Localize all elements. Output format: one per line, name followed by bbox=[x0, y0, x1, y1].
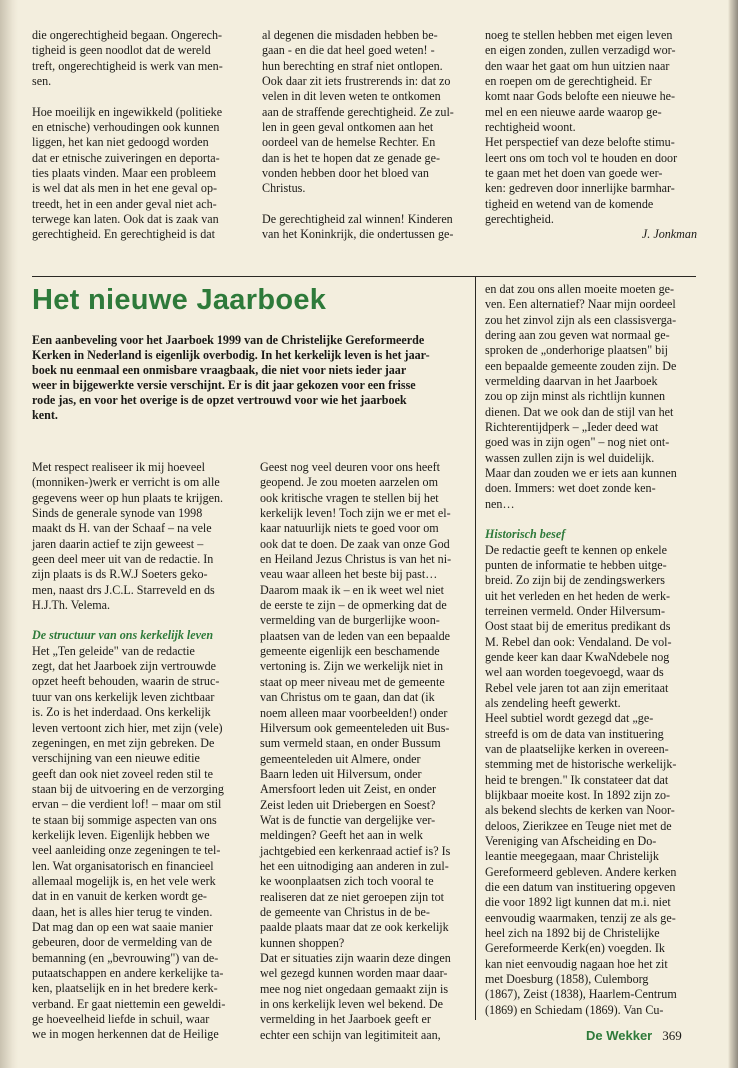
text-line: van Christus om te gaan, dan dat (ik bbox=[260, 690, 435, 705]
text-line: een bepaalde gemeente zouden zijn. De bbox=[485, 358, 677, 373]
text-line: heid te brengen." Ik constateer dat dat bbox=[485, 772, 669, 787]
text-line: den waar het gaat om hun uitzien naar bbox=[485, 58, 670, 73]
text-line: als bekend slechts de kerken van Noor- bbox=[485, 803, 675, 818]
text-line: heel zich na 1892 bij de Christelijke bbox=[485, 926, 660, 941]
text-line: als zendeling heeft gewerkt. bbox=[485, 695, 621, 710]
text-line: zou het zinvol zijn als een classisverga- bbox=[485, 312, 677, 327]
text-line: maakt ds H. van der Schaaf – na vele bbox=[32, 521, 212, 536]
text-line: zou op zijn minst als richtlijn kunnen bbox=[485, 389, 666, 404]
text-line: Het perspectief van deze belofte stimu- bbox=[485, 135, 675, 150]
text-line: de gemeente van Christus in de be- bbox=[260, 904, 430, 919]
text-line: gende keer kan daar KwaNdebele nog bbox=[485, 649, 670, 664]
text-line: ven. Een alternatief? Naar mijn oordeel bbox=[485, 297, 676, 312]
article-column-1-body bbox=[32, 644, 250, 1043]
text-line: kan niet eenvoudig nagaan hoe het zit bbox=[485, 956, 668, 971]
text-line: die voor 1892 ligt kunnen dat m.i. niet bbox=[485, 895, 671, 910]
text-line: Met respect realiseer ik mij hoeveel bbox=[32, 460, 205, 474]
text-line: mel en een nieuwe aarde waarop ge- bbox=[485, 104, 662, 119]
text-line: veau waar alleen het beste bij past… bbox=[260, 567, 438, 582]
text-line: ge hoeveelheid liefde in schuil, waar bbox=[32, 1012, 210, 1027]
text-line: Daarom maak ik – en ik weet wel niet bbox=[260, 582, 445, 597]
text-line: uit het verleden en het heden de werk- bbox=[485, 588, 671, 603]
text-line bbox=[262, 197, 476, 212]
text-line: kerkelijk leven. Eigenlijk hebben we bbox=[32, 827, 210, 842]
text-line: gerechtigheid. En gerechtigheid is dat bbox=[32, 227, 216, 242]
page-footer bbox=[586, 1027, 682, 1045]
text-line: staat op meer niveau met de gemeente bbox=[260, 674, 445, 689]
page-spine-shadow bbox=[0, 0, 18, 1068]
text-line: tigheid en wetend van de komende bbox=[485, 196, 654, 211]
text-line: goed was in zijn ogen" – nog niet ont- bbox=[485, 435, 670, 450]
text-line: stemming met de historische werkelijk- bbox=[485, 757, 677, 772]
text-line: veel aanleiding onze zegeningen te tel- bbox=[32, 843, 221, 858]
text-line: zijn plaats is ds R.W.J Soeters geko- bbox=[32, 567, 208, 582]
text-line: Wat is de functie van dergelijke ver- bbox=[260, 812, 436, 827]
text-line: jachtgebied een kerkenraad actief is? Is bbox=[260, 843, 451, 858]
text-line: Dat mag dan op een wat saaie manier bbox=[32, 919, 213, 934]
text-line: terreinen vermeld. Onder Hilversum- bbox=[485, 603, 665, 618]
text-line: te gaan met het doen van goede wer- bbox=[485, 166, 663, 181]
text-line: Richterentijdperk – „Ieder deed wat bbox=[485, 420, 659, 435]
text-line: aan de straffende gerechtigheid. Ze zul- bbox=[262, 104, 454, 119]
article-column-1-intro bbox=[32, 460, 250, 613]
text-line: geopend. Je zou moeten aarzelen om bbox=[260, 475, 438, 490]
text-line: wel gezegd kunnen worden maar daar- bbox=[260, 966, 448, 981]
text-line: geeft dan ook niet zoveel reden stil te bbox=[32, 766, 213, 781]
text-line: staan bij de uitvoering en de verzorging bbox=[32, 781, 224, 796]
text-line: Gereformeerd gebleven. Andere kerken bbox=[485, 864, 677, 879]
text-line: De gerechtigheid zal winnen! Kinderen bbox=[262, 212, 453, 227]
text-line: rode jas, en voor het overige is de opzet vertrouwd voor wie het jaarboek bbox=[32, 393, 407, 408]
text-line: mee nog niet ongedaan gemaakt zijn is bbox=[260, 981, 449, 996]
text-line: Dat er situaties zijn waarin deze dingen bbox=[260, 951, 451, 965]
text-line: verschijning van een nieuwe editie bbox=[32, 751, 200, 766]
text-line: terwege kan laten. Ook dat is zaak van bbox=[32, 212, 219, 227]
text-line: te staan bij sommige aspecten van ons bbox=[32, 812, 217, 827]
text-line: en dat zou ons allen moeite moeten ge- bbox=[485, 282, 675, 296]
text-line: wassen zullen zijn is wel duidelijk. bbox=[485, 450, 655, 465]
page-edge-shadow bbox=[728, 0, 738, 1068]
text-line: bemanning (en „bevrouwing") van de- bbox=[32, 950, 219, 965]
text-line: streefd is om de data van instituering bbox=[485, 726, 664, 741]
text-line: leven vertoont zich hier, met zijn (vele) bbox=[32, 720, 223, 735]
text-line: (1867), Zeist (1838), Haarlem-Centrum bbox=[485, 987, 677, 1002]
text-line: noeg te stellen hebben met eigen leven bbox=[485, 28, 673, 42]
text-line: vertoning is. Zijn we werkelijk niet in bbox=[260, 659, 444, 674]
text-line: die ongerechtigheid begaan. Ongerech- bbox=[32, 28, 223, 42]
previous-article-column-2 bbox=[262, 28, 476, 243]
text-line: Maar dan zouden we er iets aan kunnen bbox=[485, 466, 677, 481]
text-line: jaren daarin actief te zijn geweest – bbox=[32, 536, 204, 551]
text-line: kunnen shoppen? bbox=[260, 935, 345, 950]
text-line: realiseren dat ze niet geroepen zijn tot bbox=[260, 889, 445, 904]
text-line: meldingen? Geeft het aan in welk bbox=[260, 828, 423, 843]
text-line: dering aan zou geven wat normaal ge- bbox=[485, 328, 670, 343]
text-line: putaatschappen en andere kerkelijke ta- bbox=[32, 966, 224, 980]
text-line: in ons kerkelijk leven wel bekend. De bbox=[260, 997, 444, 1012]
text-line: het een uitnodiging aan anderen in zul- bbox=[260, 858, 449, 873]
publication-name: De Wekker bbox=[586, 1028, 653, 1043]
text-line: hun berechting en straf niet ontlopen. bbox=[262, 58, 443, 73]
text-line: Baarn leden uit Hilversum, onder bbox=[260, 766, 422, 781]
article-column-3-intro bbox=[485, 282, 697, 512]
text-line: daan, het is alles hier terug te vinden. bbox=[32, 904, 213, 919]
text-line: noem alleen maar voorbeelden!) onder bbox=[260, 705, 448, 720]
text-line: eenvoudig waarmaken, tenzij ze als ge- bbox=[485, 910, 676, 925]
article-column-2 bbox=[260, 460, 474, 1043]
text-line: tigheid is geen noodlot dat de wereld bbox=[32, 43, 211, 58]
text-line: Zeist leden uit Driebergen en Soest? bbox=[260, 797, 436, 812]
subheading-structuur: De structuur van ons kerkelijk leven bbox=[32, 628, 214, 643]
text-line: verband. Er gaat niettemin een geweldi- bbox=[32, 996, 226, 1011]
text-line: Sinds de generale synode van 1998 bbox=[32, 506, 203, 521]
text-line: De redactie geeft te kennen op enkele bbox=[485, 542, 667, 557]
text-line: gegevens weer op hun plaats te krijgen. bbox=[32, 490, 224, 505]
text-line: is. Zo is het inderdaad. Ons kerkelijk bbox=[32, 705, 211, 720]
text-line: en eigen zonden, zullen verzadigd wor- bbox=[485, 43, 676, 58]
text-line: dienen. Dat we ook dan de stijl van het bbox=[485, 404, 674, 419]
previous-article-column-1 bbox=[32, 28, 250, 243]
text-line: nen… bbox=[485, 496, 515, 511]
text-line: komt naar Gods belofte een nieuwe he- bbox=[485, 89, 676, 104]
text-line: oordeel van de hemelse Rechter. En bbox=[262, 135, 436, 150]
text-line: ke woonplaatsen zich toch vooral te bbox=[260, 874, 434, 889]
article-title: Het nieuwe Jaarboek bbox=[32, 284, 327, 316]
article-divider-rule bbox=[32, 276, 696, 277]
text-line: van de plaatselijke kerken in overeen- bbox=[485, 741, 669, 756]
text-line: doen. Immers: wet doet zonde ken- bbox=[485, 481, 656, 496]
text-line: Een aanbeveling voor het Jaarboek 1999 van de Christelijke Gereformeerde bbox=[32, 333, 425, 347]
text-line: vermelding in het Jaarboek geeft er bbox=[260, 1012, 431, 1027]
text-line: Oost staat bij de emeritus predikant ds bbox=[485, 619, 671, 634]
text-line: Christus. bbox=[262, 181, 306, 196]
subheading-historisch-besef: Historisch besef bbox=[485, 527, 566, 542]
text-line: Heel subtiel wordt gezegd dat „ge- bbox=[485, 711, 654, 726]
text-line: kaar natuurlijk niets te goed voor om bbox=[260, 521, 439, 536]
author-signature: J. Jonkman bbox=[641, 227, 697, 242]
text-line: Het „Ten geleide" van de redactie bbox=[32, 643, 195, 658]
text-line: len. Wat organisatorisch en financieel bbox=[32, 858, 214, 873]
text-line: vermelding van de burgerlijke woon- bbox=[260, 613, 440, 628]
text-line: punten de informatie te hebben uitge- bbox=[485, 557, 667, 572]
text-line: ook dat te doen. De zaak van onze God bbox=[260, 536, 450, 551]
text-line: Gereformeerde Kerk(en) voegden. Ik bbox=[485, 941, 665, 956]
text-line: gemeente eigenlijk een beschamende bbox=[260, 644, 440, 659]
text-line: weer in bijgewerkte versie verschijnt. Er is dit jaar gekozen voor een frisse bbox=[32, 378, 416, 393]
text-line: vermelding daarvan in het Jaarboek bbox=[485, 374, 658, 389]
text-line: len in geen geval ontkomen aan het bbox=[262, 120, 434, 135]
text-line: geen deel meer uit van de redactie. In bbox=[32, 552, 214, 567]
text-line: blijkbaar moeite kost. In 1892 zijn zo- bbox=[485, 788, 671, 802]
text-line: sum vermeld staan, en onder Bussum bbox=[260, 736, 441, 751]
text-line: liggen, het kan niet gedoogd worden bbox=[32, 135, 209, 150]
text-line: gerechtigheid. bbox=[485, 212, 554, 227]
text-line: paalde plaats maar dat ze ook kerkelijk bbox=[260, 920, 449, 935]
text-line: ken: gedreven door innerlijke barmhar- bbox=[485, 181, 675, 196]
text-line: sen. bbox=[32, 74, 52, 89]
text-line: we in mogen herkennen dat de Heilige bbox=[32, 1027, 219, 1042]
text-line: Geest nog veel deuren voor ons heeft bbox=[260, 460, 441, 474]
text-line: (1869) en Schiedam (1869). Van Cu- bbox=[485, 1002, 664, 1017]
text-line: en etnische) verhoudingen ook kunnen bbox=[32, 120, 220, 135]
text-line: vonden hebben door het bloed van bbox=[262, 166, 429, 181]
text-line: velen in dit leven weten te ontkomen bbox=[262, 89, 441, 104]
text-line: ken, plaatselijk en in het bredere kerk- bbox=[32, 981, 218, 996]
text-line: ook kritische vragen te stellen bij het bbox=[260, 490, 439, 505]
text-line: men, naast drs J.C.L. Starreveld en ds bbox=[32, 582, 215, 597]
text-line: deloos, Zierikzee en Teuge niet met de bbox=[485, 818, 672, 833]
text-line: kent. bbox=[32, 408, 58, 423]
previous-article-column-3-text bbox=[485, 28, 697, 227]
text-line: de eerste te zijn – de opmerking dat de bbox=[260, 598, 447, 613]
text-line: Kerken in Nederland is eigenlijk overbodig. In het kerkelijk leven is het jaar- bbox=[32, 348, 430, 363]
text-line: met Doesburg (1858), Culemborg bbox=[485, 972, 649, 987]
text-line: leantie meegegaan, maar Christelijk bbox=[485, 849, 659, 864]
text-line: wel aan worden toegevoegd, waar ds bbox=[485, 665, 664, 680]
text-line: kerkelijk leven! Toch zijn we er met el- bbox=[260, 506, 451, 521]
text-line: echter een schijn van legitimiteit aan, bbox=[260, 1027, 441, 1042]
text-line: ervan – die verdient lof! – maar om stil bbox=[32, 797, 222, 812]
column-divider-rule bbox=[475, 276, 476, 1020]
article-column-3 bbox=[485, 282, 697, 1018]
text-line: M. Rebel dan ook: Vendaland. De vol- bbox=[485, 634, 672, 649]
page-number: 369 bbox=[662, 1028, 682, 1043]
text-line: gebeuren, door de vermelding van de bbox=[32, 935, 212, 950]
text-line: gemeenteleden uit Almere, onder bbox=[260, 751, 421, 766]
text-line: zegeningen, en met zijn gebreken. De bbox=[32, 735, 215, 750]
text-line: dat er etnische zuiveringen en deporta- bbox=[32, 150, 220, 165]
text-line: leert ons om toch vol te houden en door bbox=[485, 150, 678, 165]
text-line: Vereniging van Afscheiding en Do- bbox=[485, 834, 657, 849]
text-line: Hilversum ook gemeenteleden uit Bus- bbox=[260, 720, 450, 735]
text-line: al degenen die misdaden hebben be- bbox=[262, 28, 438, 42]
article-column-1 bbox=[32, 460, 250, 1043]
text-line: ties plaats vinden. Maar een probleem bbox=[32, 166, 217, 181]
text-line: van het Koninkrijk, die ondertussen ge- bbox=[262, 227, 454, 242]
text-line: opzet heeft behouden, waarin de struc- bbox=[32, 674, 220, 689]
text-line: (monniken-)werk er verricht is om alle bbox=[32, 475, 220, 490]
text-line: is wel dat als men in het ene geval op- bbox=[32, 181, 218, 196]
text-line: tuur van ons kerkelijk leven zichtbaar bbox=[32, 689, 215, 704]
text-line: boek nu eenmaal een onmisbare vraagbaak, die niet voor niets ieder jaar bbox=[32, 363, 407, 378]
text-line: Rebel vele jaren tot aan zijn emeritaat bbox=[485, 680, 669, 695]
text-line: sproken de „onderhorige plaatsen" bij bbox=[485, 343, 668, 358]
text-line: plaatsen van de leden van een bepaalde bbox=[260, 628, 451, 643]
text-line: dan is het te hopen dat ze genade ge- bbox=[262, 150, 440, 165]
text-line: Ook daar zit iets frustrerends in: dat zo bbox=[262, 74, 451, 89]
article-column-3-body bbox=[485, 543, 697, 1019]
text-line: Hoe moeilijk en ingewikkeld (politieke bbox=[32, 104, 223, 119]
text-line: die een datum van instituering opgeven bbox=[485, 880, 676, 895]
text-line: H.J.Th. Velema. bbox=[32, 598, 111, 613]
text-line: Amersfoort leden uit Zeist, en onder bbox=[260, 782, 436, 797]
article-lead bbox=[32, 333, 470, 424]
text-line: zegt, dat het Jaarboek zijn vertrouwde bbox=[32, 659, 217, 674]
text-line: rechtigheid woont. bbox=[485, 120, 576, 135]
previous-article-column-3 bbox=[485, 28, 697, 243]
text-line: treft, ongerechtigheid is werk van men- bbox=[32, 58, 223, 73]
text-line: breid. Zo zijn bij de zendingswerkers bbox=[485, 573, 666, 588]
text-line: en roepen om de gerechtigheid. Er bbox=[485, 74, 652, 89]
text-line: allemaal mogelijk is, en het vele werk bbox=[32, 873, 216, 888]
text-line bbox=[32, 89, 250, 104]
text-line: dat in en vanuit de kerken wordt ge- bbox=[32, 889, 207, 904]
text-line: gaan - en die dat heel goed weten! - bbox=[262, 43, 435, 58]
text-line: treedt, het in een ander geval niet ach- bbox=[32, 196, 217, 211]
text-line: en Heiland Jezus Christus is van het ni- bbox=[260, 552, 452, 567]
